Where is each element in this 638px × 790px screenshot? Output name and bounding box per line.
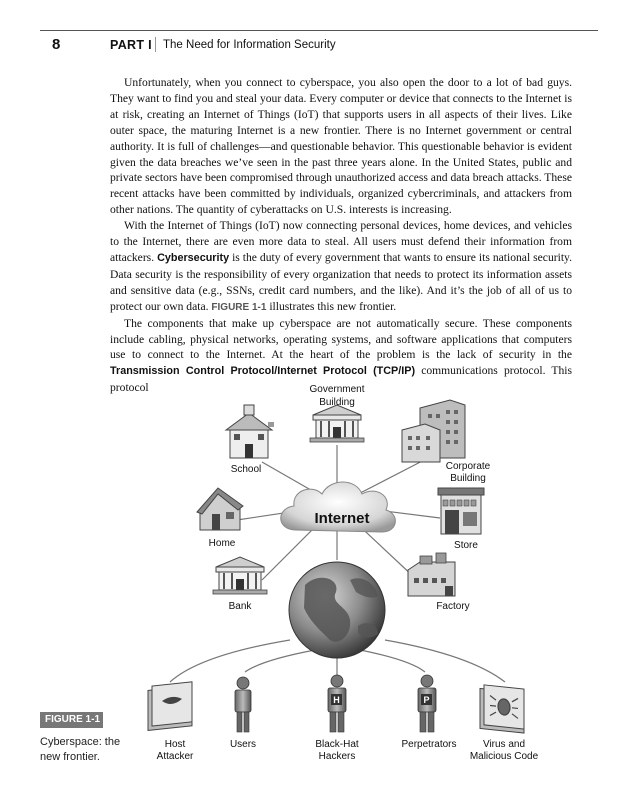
- chapter-title: The Need for Information Security: [163, 39, 336, 51]
- label-corporate-2: Building: [450, 473, 486, 484]
- label-blackhat-2: Hackers: [318, 751, 356, 762]
- figure-caption: Cyberspace: the new frontier.: [40, 736, 121, 763]
- paragraph-2-text-a: With the Internet of Things (IoT) now connecting personal devices, home devices, and vehicles to the Internet, there are even more data to steal. All users must defend their information from attackers.: [110, 219, 572, 264]
- label-bank: Bank: [228, 601, 252, 612]
- paragraph-3-text-a: The components that make up cyberspace are not automatically secure. These components include cabling, physical networks, operating systems, and software applications that computers use to connect to the Internet. At the heart of the problem is the lack of security in the: [110, 316, 572, 362]
- home-icon: [197, 488, 243, 530]
- label-government-2: Building: [319, 397, 355, 408]
- user-figure-icon: [235, 677, 251, 732]
- corporate-building-icon: [402, 400, 465, 462]
- internet-cloud-icon: [281, 482, 396, 532]
- bank-icon: [213, 557, 267, 594]
- label-blackhat-1: Black-Hat: [315, 739, 359, 750]
- perpetrator-figure-icon: [418, 675, 436, 732]
- term-cybersecurity: Cybersecurity: [157, 251, 230, 264]
- paragraph-2-text-b: is the duty of every government that wants to ensure its national security. Data security is the responsibility of every organization that needs to protect its information assets and sensitive data (e.g., SSNs, credit card numbers, and the like). And it’s the job of all of us to protect our own data.: [110, 250, 572, 313]
- label-host-1: Host: [164, 739, 186, 750]
- globe-icon: [289, 562, 385, 658]
- label-home: Home: [208, 538, 236, 549]
- hacker-letter: H: [333, 695, 340, 705]
- virus-icon: [480, 685, 524, 733]
- paragraph-1: Unfortunately, when you connect to cyberspace, you also open the door to a lot of bad guys. They want to find you and steal your data. Every computer or device that connects to the Internet is at risk, creating an Internet of Things (IoT) that supports users in all aspects of their lives. Like outer space, the maturing Internet is a new frontier. There is no Internet government or central authority. It is full of challenges—and questionable behavior. This questionable behavior is evident given the data breaches we’ve seen in the past three years alone. In the United States, public and private sectors have been compromised through unauthorized access and data breach attacks. These recent attacks have been committed by individuals, organized cybercriminals, and attackers from other nations. The quantity of cyberattacks on U.S. interests is increasing.: [110, 76, 572, 217]
- label-store: Store: [454, 540, 478, 551]
- black-hat-hacker-icon: [328, 675, 346, 732]
- factory-icon: [408, 553, 455, 596]
- label-school: School: [230, 464, 262, 475]
- label-virus-1: Virus and: [482, 739, 526, 750]
- term-tcp-ip: Transmission Control Protocol/Internet Protocol (TCP/IP): [110, 365, 416, 378]
- store-icon: [438, 488, 484, 534]
- government-building-icon: [310, 405, 364, 442]
- internet-label: Internet: [314, 510, 370, 527]
- figure-tag: FIGURE 1-1: [40, 712, 103, 728]
- label-perpetrators: Perpetrators: [401, 739, 457, 750]
- label-factory: Factory: [436, 601, 470, 612]
- school-icon: [226, 405, 274, 458]
- page-number: 8: [52, 36, 61, 53]
- figure-reference: FIGURE 1-1: [211, 301, 267, 313]
- label-users: Users: [229, 739, 257, 750]
- paragraph-3-text-b: communications protocol. This protocol: [110, 364, 573, 395]
- part-label: PART I: [110, 38, 152, 52]
- host-attacker-icon: [148, 682, 192, 731]
- label-host-2: Attacker: [156, 751, 194, 762]
- label-government-1: Government: [309, 384, 365, 395]
- label-corporate-1: Corporate: [445, 461, 491, 472]
- label-virus-2: Malicious Code: [469, 751, 539, 762]
- perpetrator-letter: P: [423, 695, 430, 705]
- paragraph-2-text-c: illustrates this new frontier.: [266, 299, 397, 313]
